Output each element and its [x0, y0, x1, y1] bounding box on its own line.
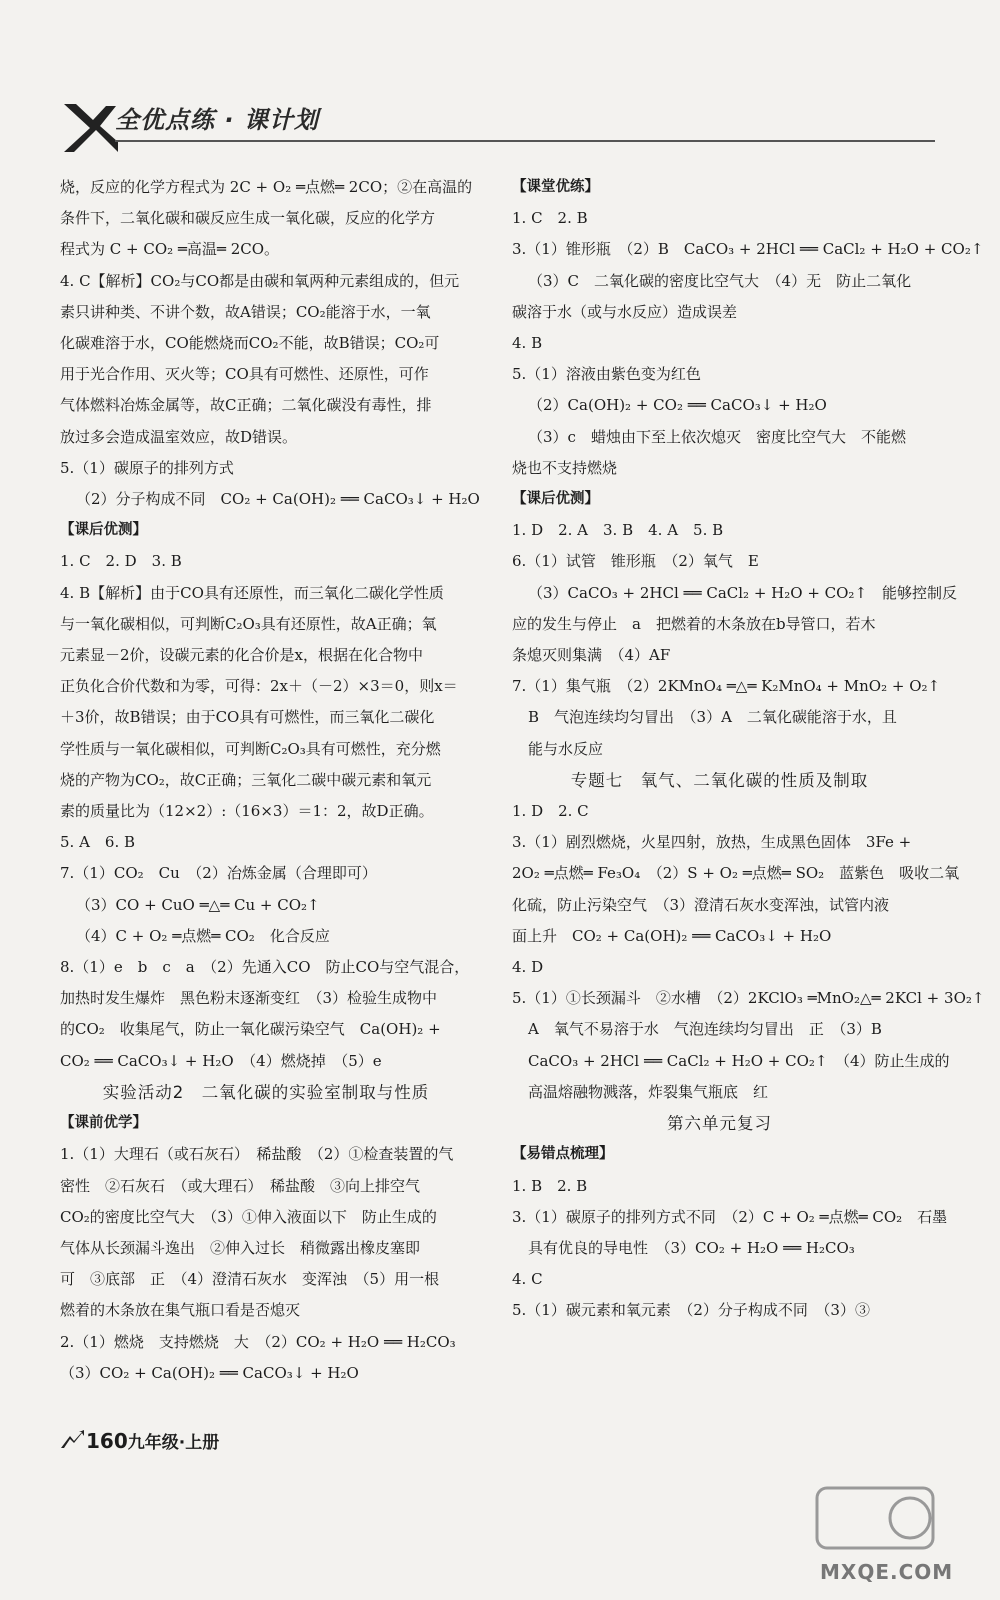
section-title: 专题七 氧气、二氧化碳的性质及制取	[570, 770, 869, 790]
answer-line: 具有优良的导电性 （3）CO₂ + H₂O ══ H₂CO₃	[528, 1238, 855, 1257]
answer-line: （2）Ca(OH)₂ + CO₂ ══ CaCO₃↓ + H₂O	[528, 396, 827, 415]
answer-line: 用于光合作用、灭火等；CO具有可燃性、还原性，可作	[60, 365, 429, 384]
answer-line: （3）C 二氧化碳的密度比空气大 （4）无 防止二氧化	[528, 271, 912, 290]
header-divider	[115, 140, 935, 142]
section-title: 实验活动2 二氧化碳的实验室制取与性质	[102, 1082, 430, 1102]
answer-line: 5.（1）①长颈漏斗 ②水槽 （2）2KClO₃ ═MnO₂△═ 2KCl + 3O₂↑	[512, 989, 985, 1008]
answer-line: 学性质与一氧化碳相似，可判断C₂O₃具有可燃性，充分燃	[60, 739, 441, 758]
answer-line: 条件下，二氧化碳和碳反应生成一氧化碳，反应的化学方	[60, 209, 436, 228]
section-title: 第六单元复习	[667, 1114, 772, 1134]
answer-line: 气体从长颈漏斗逸出 ②伸入过长 稍微露出橡皮塞即	[60, 1238, 421, 1257]
answer-line: 烧也不支持燃烧	[512, 458, 618, 477]
answer-line: 3.（1）锥形瓶 （2）B CaCO₃ + 2HCl ══ CaCl₂ + H₂O + CO₂↑	[512, 240, 984, 259]
answer-line: 5.（1）溶液由紫色变为红色	[512, 365, 701, 384]
answer-line: 1. C 2. B	[512, 209, 588, 228]
answer-line: 2O₂ ═点燃═ Fe₃O₄ （2）S + O₂ ═点燃═ SO₂ 蓝紫色 吸收二氧	[512, 864, 960, 883]
answer-line: 7.（1）集气瓶 （2）2KMnO₄ ═△═ K₂MnO₄ + MnO₂ + O₂↑	[512, 677, 941, 696]
answer-line: 5. A 6. B	[60, 833, 136, 852]
arrow-logo-icon	[60, 1430, 86, 1450]
answer-line: 4. C【解析】CO₂与CO都是由碳和氧两种元素组成的，但元	[60, 271, 460, 290]
answer-line: A 氧气不易溶于水 气泡连续均匀冒出 正 （3）B	[528, 1020, 882, 1039]
answer-line: 碳溶于水（或与水反应）造成误差	[512, 302, 738, 321]
section-heading: 【课堂优练】	[512, 179, 599, 195]
answer-line: 烧的产物为CO₂，故C正确；三氧化二碳中碳元素和氧元	[60, 770, 432, 789]
answer-line: ＋3价，故B错误；由于CO具有可燃性，而三氧化二碳化	[60, 708, 435, 727]
answer-line: 加热时发生爆炸 黑色粉末逐渐变红 （3）检验生成物中	[60, 989, 438, 1008]
answer-line: 4. D	[512, 958, 544, 977]
answer-column-left	[60, 172, 480, 1389]
answer-line: CO₂的密度比空气大 （3）①伸入液面以下 防止生成的	[60, 1207, 437, 1226]
answer-line: （3）CaCO₃ + 2HCl ══ CaCl₂ + H₂O + CO₂↑ 能够控制反	[528, 583, 958, 602]
answer-line: 2.（1）燃烧 支持燃烧 大 （2）CO₂ + H₂O ══ H₂CO₃	[60, 1332, 456, 1351]
page-header	[60, 98, 910, 158]
answer-line: 化硫，防止污染空气 （3）澄清石灰水变浑浊，试管内液	[512, 895, 890, 914]
answer-line: 5.（1）碳原子的排列方式	[60, 458, 234, 477]
answer-line: B 气泡连续均匀冒出 （3）A 二氧化碳能溶于水，且	[528, 708, 897, 727]
book-logo-icon	[60, 98, 120, 158]
answer-line: （3）CO₂ + Ca(OH)₂ ══ CaCO₃↓ + H₂O	[60, 1363, 359, 1382]
answer-line: 条熄灭则集满 （4）AF	[512, 646, 671, 665]
answer-line: 能与水反应	[528, 739, 604, 758]
grade-label: 九年级·上册	[127, 1433, 220, 1453]
answer-line: 气体燃料冶炼金属等，故C正确；二氧化碳没有毒性，排	[60, 396, 432, 415]
answer-line: 7.（1）CO₂ Cu （2）冶炼金属（合理即可）	[60, 864, 377, 883]
answer-line: 5.（1）碳元素和氧元素 （2）分子构成不同 （3）③	[512, 1301, 870, 1320]
answer-line: （4）C + O₂ ═点燃═ CO₂ 化合反应	[76, 926, 330, 945]
answer-line: （3）CO + CuO ═△═ Cu + CO₂↑	[76, 895, 320, 914]
answer-line: 1. B 2. B	[512, 1176, 588, 1195]
answer-line: 燃着的木条放在集气瓶口看是否熄灭	[60, 1301, 301, 1320]
answer-line: 8.（1）e b c a （2）先通入CO 防止CO与空气混合，	[60, 958, 470, 977]
book-series-title: 全优点练 · 课计划	[115, 106, 319, 134]
answer-line: 素只讲种类、不讲个数，故A错误；CO₂能溶于水，一氧	[60, 302, 431, 321]
answer-line: 应的发生与停止 a 把燃着的木条放在b导管口，若木	[512, 614, 876, 633]
answer-line: 4. B	[512, 334, 543, 353]
answer-column-right	[512, 172, 985, 1327]
answer-line: 1. D 2. A 3. B 4. A 5. B	[512, 521, 724, 540]
answer-line: （3）c 蜡烛由下至上依次熄灭 密度比空气大 不能燃	[528, 427, 906, 446]
answer-line: CaCO₃ + 2HCl ══ CaCl₂ + H₂O + CO₂↑ （4）防止生成的	[528, 1051, 950, 1070]
watermark-text: MXQE.COM	[820, 1560, 954, 1584]
section-heading: 【课后优测】	[512, 491, 599, 508]
answer-line: 高温熔融物溅落，炸裂集气瓶底 红	[528, 1082, 769, 1101]
answer-line: 密性 ②石灰石 （或大理石） 稀盐酸 ③向上排空气	[60, 1176, 421, 1195]
answer-line: 素的质量比为（12×2）:（16×3）＝1：2，故D正确。	[60, 802, 434, 821]
answer-line: 1. C 2. D 3. B	[60, 552, 182, 571]
answer-line: 的CO₂ 收集尾气，防止一氧化碳污染空气 Ca(OH)₂ +	[60, 1020, 441, 1039]
answer-line: 程式为 C + CO₂ ═高温═ 2CO。	[60, 240, 280, 259]
answer-line: 1. D 2. C	[512, 802, 589, 821]
answer-line: 4. B【解析】由于CO具有还原性，而三氧化二碳化学性质	[60, 583, 444, 602]
section-heading: 【易错点梳理】	[512, 1146, 614, 1163]
section-heading: 【课前优学】	[60, 1115, 147, 1132]
answer-line: 3.（1）剧烈燃烧，火星四射，放热，生成黑色固体 3Fe +	[512, 833, 912, 852]
section-heading: 【课后优测】	[60, 522, 147, 539]
answer-line: 正负化合价代数和为零，可得：2x＋（－2）×3＝0，则x＝	[60, 677, 458, 696]
answer-line: （2）分子构成不同 CO₂ + Ca(OH)₂ ══ CaCO₃↓ + H₂O	[76, 490, 480, 509]
answer-line: 元素显－2价，设碳元素的化合价是x，根据在化合物中	[60, 646, 424, 665]
answer-line: 面上升 CO₂ + Ca(OH)₂ ══ CaCO₃↓ + H₂O	[512, 926, 832, 945]
answer-line: 放过多会造成温室效应，故D错误。	[60, 427, 298, 446]
answer-site-watermark-logo	[815, 1478, 935, 1558]
answer-line: 4. C	[512, 1270, 543, 1289]
answer-line: 可 ③底部 正 （4）澄清石灰水 变浑浊 （5）用一根	[60, 1270, 440, 1289]
answer-line: 6.（1）试管 锥形瓶 （2）氧气 E	[512, 552, 759, 571]
answer-line: 烧，反应的化学方程式为 2C + O₂ ═点燃═ 2CO；②在高温的	[60, 178, 473, 196]
page-number: 160	[86, 1429, 128, 1453]
answer-line: CO₂ ══ CaCO₃↓ + H₂O （4）燃烧掉 （5）e	[60, 1051, 382, 1070]
answer-line: 与一氧化碳相似，可判断C₂O₃具有还原性，故A正确；氧	[60, 614, 437, 633]
answer-line: 3.（1）碳原子的排列方式不同 （2）C + O₂ ═点燃═ CO₂ 石墨	[512, 1207, 948, 1226]
answer-line: 1.（1）大理石（或石灰石） 稀盐酸 （2）①检查装置的气	[60, 1145, 454, 1164]
answer-line: 化碳难溶于水，CO能燃烧而CO₂不能，故B错误；CO₂可	[60, 334, 440, 353]
